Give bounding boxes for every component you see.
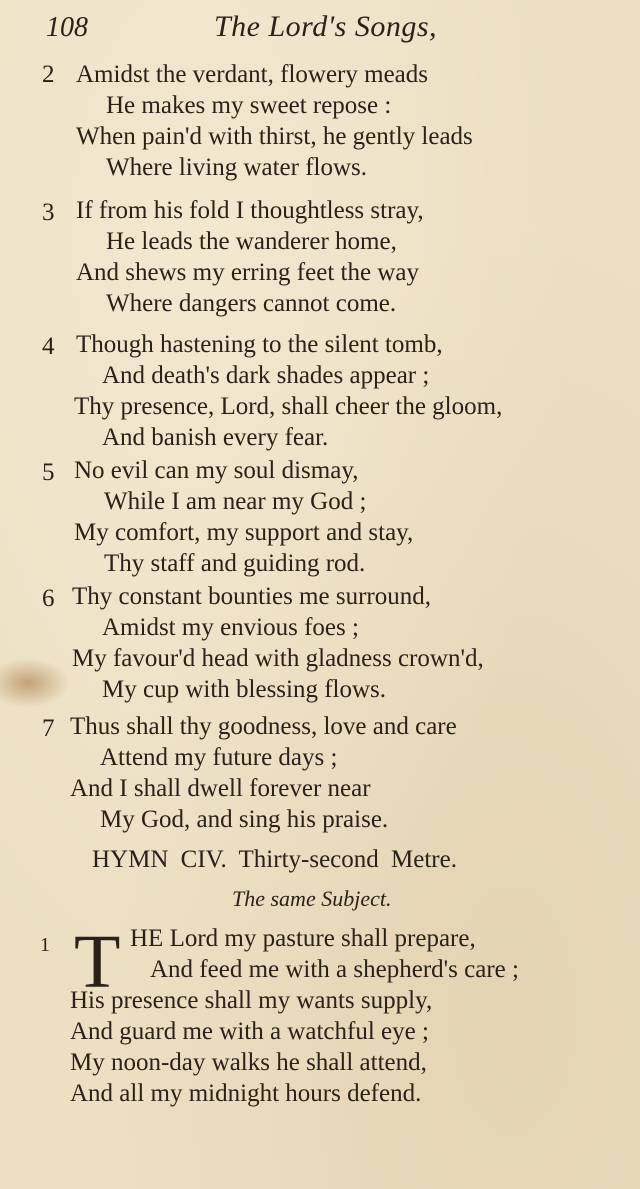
stanza-number: 6 xyxy=(42,585,55,612)
stanza-number: 2 xyxy=(42,61,55,88)
verse-line: No evil can my soul dismay, xyxy=(74,457,359,484)
paper-stain xyxy=(0,658,70,708)
verse-line: My comfort, my support and stay, xyxy=(74,519,414,546)
verse-line: And I shall dwell forever near xyxy=(70,775,371,802)
verse-line: He makes my sweet repose : xyxy=(106,92,392,119)
verse-line: He leads the wanderer home, xyxy=(106,228,397,255)
running-title: The Lord's Songs, xyxy=(214,10,438,43)
verse-line: Thy staff and guiding rod. xyxy=(104,550,366,577)
page-header xyxy=(0,6,640,50)
hymn-heading: HYMN CIV. Thirty-second Metre. xyxy=(92,846,457,873)
verse-line: His presence shall my wants supply, xyxy=(70,987,433,1014)
verse-line: While I am near my God ; xyxy=(104,488,367,515)
verse-line: My noon-day walks he shall attend, xyxy=(70,1049,427,1076)
verse-line: My favour'd head with gladness crown'd, xyxy=(72,645,484,672)
verse-line: Thy constant bounties me surround, xyxy=(72,583,431,610)
verse-line: Though hastening to the silent tomb, xyxy=(76,331,443,358)
page-number: 108 xyxy=(46,12,88,43)
verse-line: My cup with blessing flows. xyxy=(102,676,387,703)
verse-line: And death's dark shades appear ; xyxy=(102,362,430,389)
stanza-number: 4 xyxy=(42,333,55,360)
verse-line: And guard me with a watchful eye ; xyxy=(70,1018,429,1045)
drop-cap: T xyxy=(74,920,121,1004)
verse-line: Amidst the verdant, flowery meads xyxy=(76,61,428,88)
verse-line: When pain'd with thirst, he gently leads xyxy=(76,123,473,150)
verse-line: HE Lord my pasture shall prepare, xyxy=(130,925,476,952)
verse-line: Thy presence, Lord, shall cheer the gloom, xyxy=(74,393,503,420)
stanza-number: 3 xyxy=(42,199,55,226)
verse-line: If from his fold I thoughtless stray, xyxy=(76,197,424,224)
verse-line: And banish every fear. xyxy=(102,424,329,451)
verse-line: Where dangers cannot come. xyxy=(106,290,397,317)
verse-line: And feed me with a shepherd's care ; xyxy=(150,956,519,983)
verse-line: And shews my erring feet the way xyxy=(76,259,419,286)
verse-line: Attend my future days ; xyxy=(100,744,338,771)
verse-line: Amidst my envious foes ; xyxy=(102,614,359,641)
verse-line: Thus shall thy goodness, love and care xyxy=(70,713,457,740)
stanza-number: 5 xyxy=(42,459,55,486)
stanza-number: 1 xyxy=(40,934,50,956)
verse-line: And all my midnight hours defend. xyxy=(70,1080,422,1107)
verse-line: My God, and sing his praise. xyxy=(100,806,389,833)
stanza-number: 7 xyxy=(42,715,55,742)
hymn-subject: The same Subject. xyxy=(232,886,392,911)
verse-line: Where living water flows. xyxy=(106,154,368,181)
